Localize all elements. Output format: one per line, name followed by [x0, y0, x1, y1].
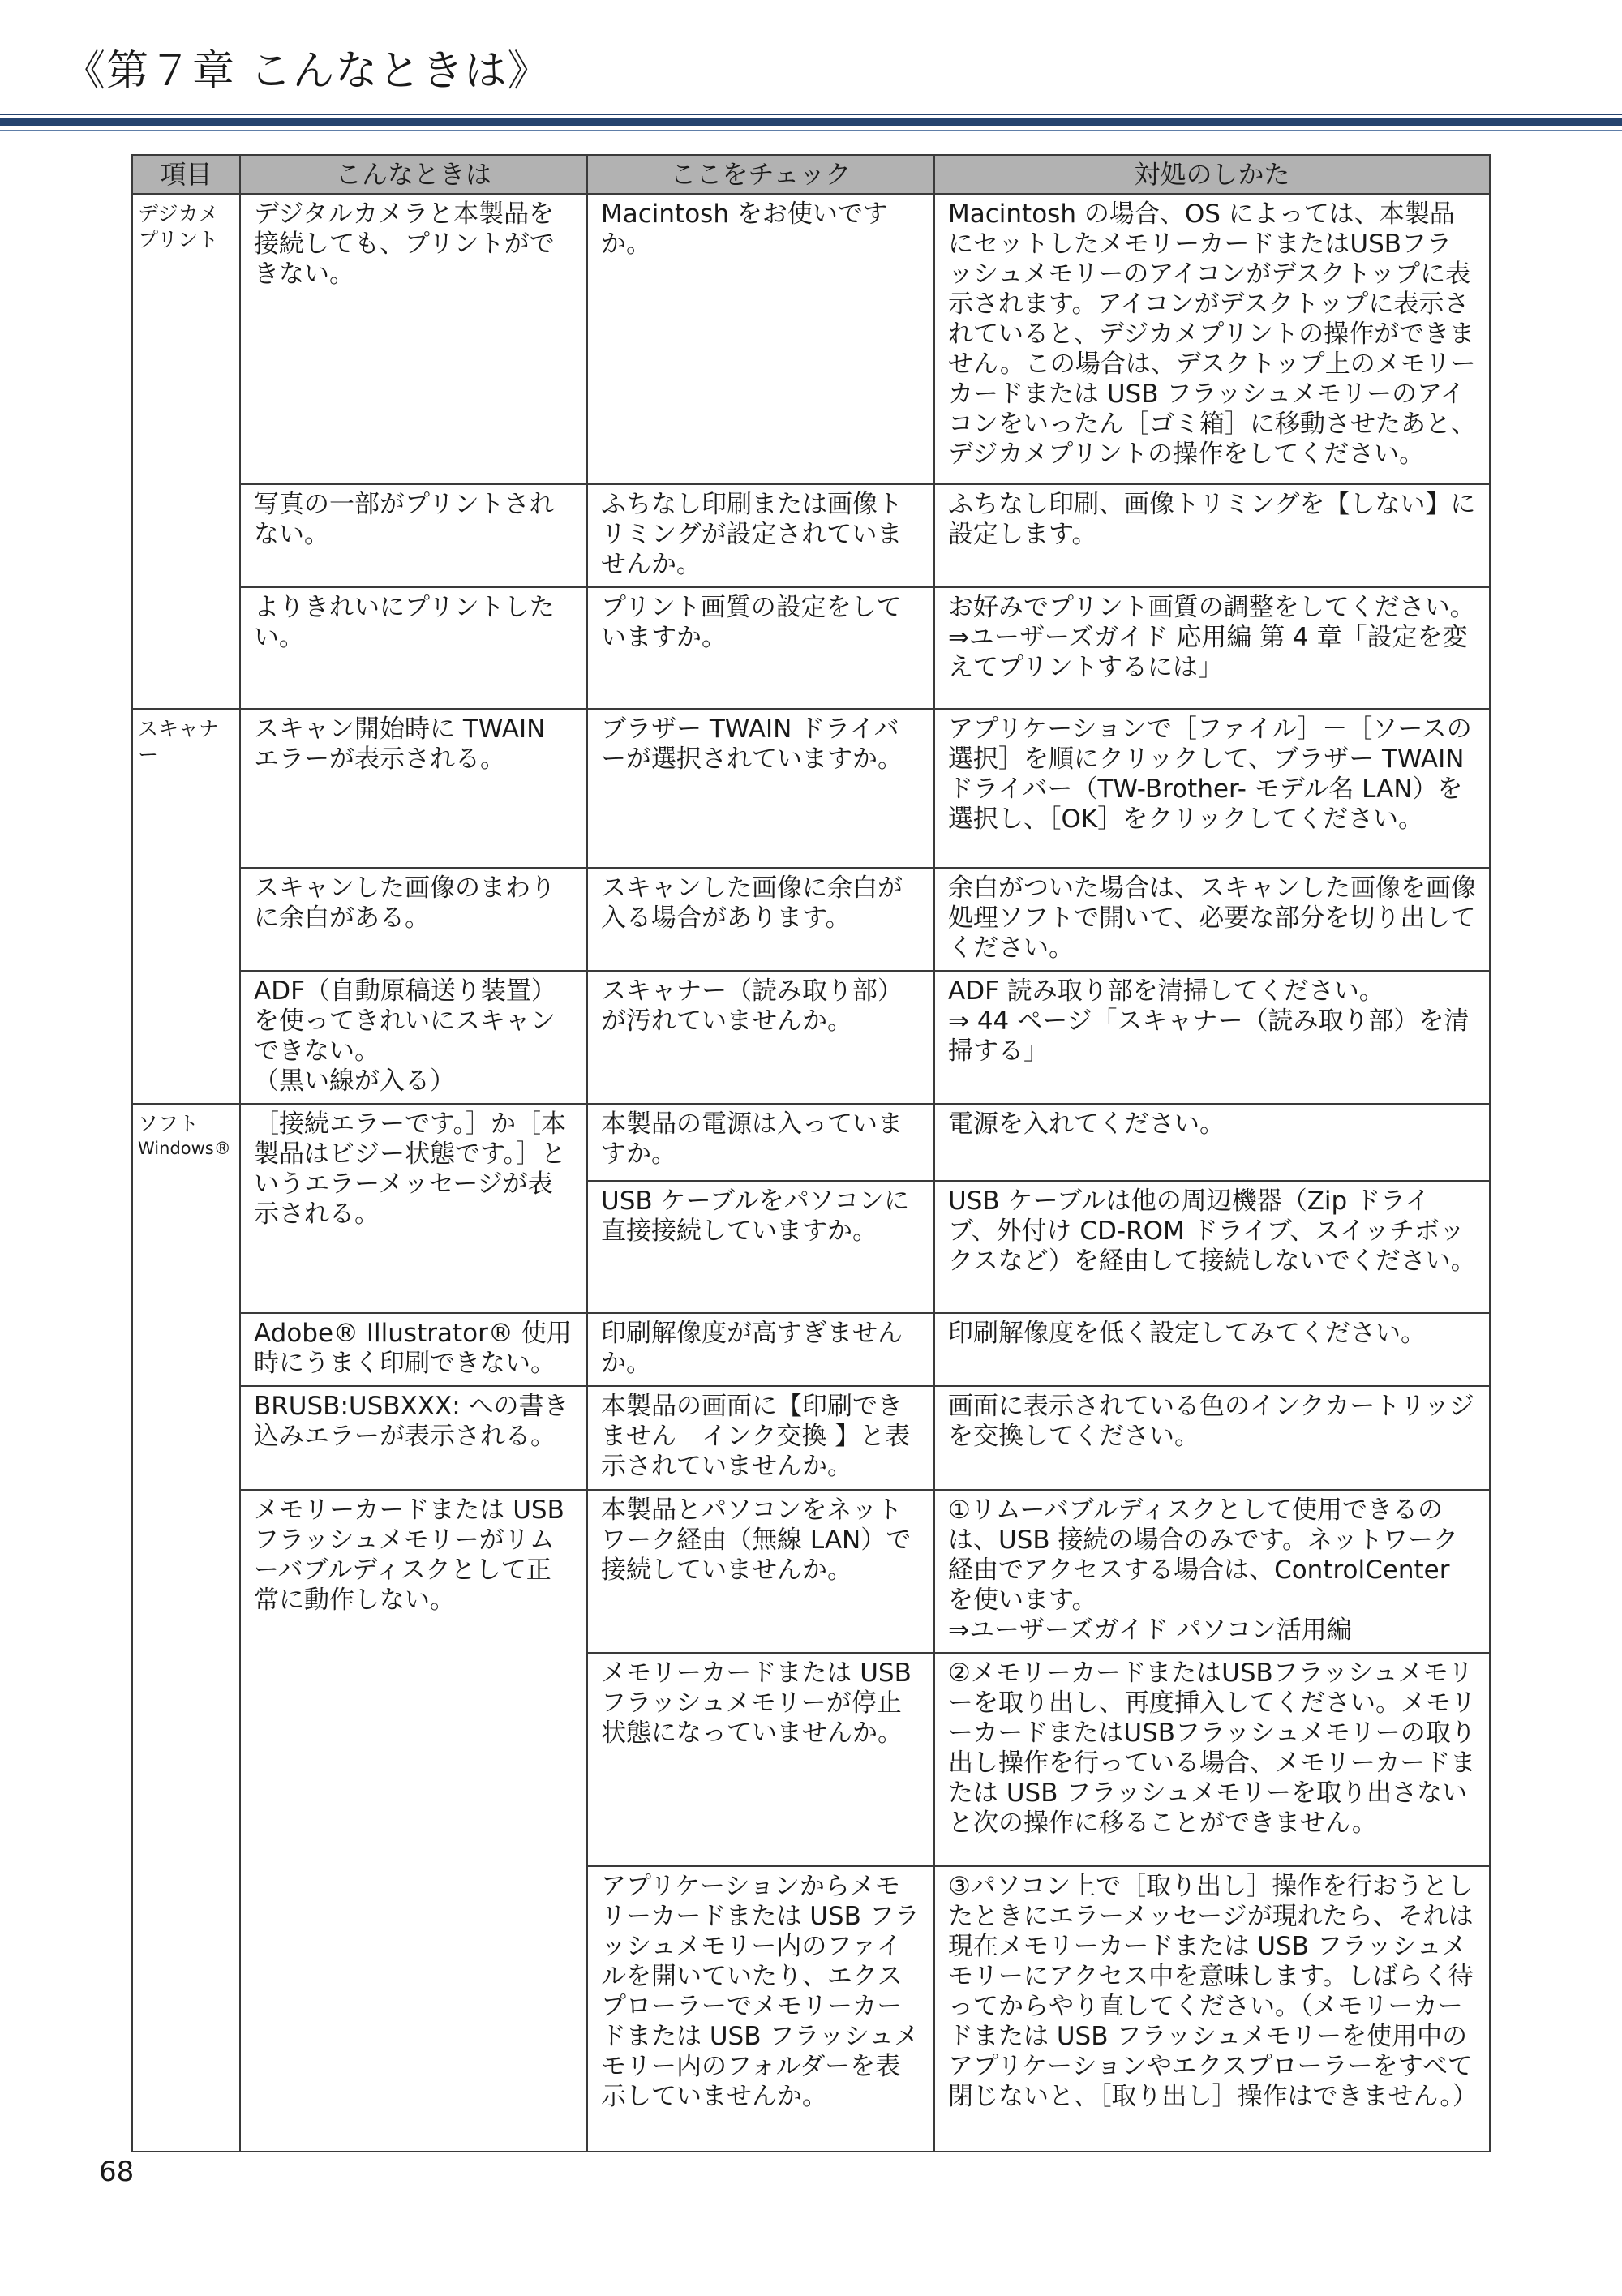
- check-text: Macintosh をお使いですか。: [601, 200, 888, 259]
- problem-text: BRUSB:USBXXX: への書き込みエラーが表示される。: [254, 1392, 569, 1451]
- category-cell: [132, 194, 240, 709]
- check-text: ブラザー TWAIN ドライバーが選択されていますか。: [601, 715, 903, 774]
- solution-text: ②メモリーカードまたはUSBフラッシュメモリーを取り出し、再度挿入してください。メモリーカードまたはUSBフラッシュメモリーの取り出し操作を行っている場合、メモリーカードまたは USB フラッシュメモリーを取り出さないと次の操作に移ることができません。: [948, 1659, 1476, 1838]
- problem-text: ［接続エラーです。］か［本製品はビジー状態です。］というエラーメッセージが表示される。: [254, 1109, 567, 1229]
- check-cell: [587, 709, 934, 868]
- problem-cell: [240, 1490, 587, 2152]
- table-row: [132, 194, 1490, 484]
- solution-cell: [934, 709, 1490, 868]
- chapter-title: 《第７章 こんなときは》: [63, 47, 551, 96]
- table-row: [132, 1104, 1490, 1181]
- solution-text: 電源を入れてください。: [948, 1109, 1225, 1139]
- problem-cell: [240, 1104, 587, 1313]
- solution-cell: [934, 1490, 1490, 1653]
- solution-cell: [934, 1181, 1490, 1313]
- check-text: 印刷解像度が高すぎませんか。: [601, 1319, 903, 1378]
- problem-text: メモリーカードまたは USB フラッシュメモリーがリムーバブルディスクとして正常に動作しない。: [254, 1496, 564, 1615]
- solution-text: 画面に表示されている色のインクカートリッジを交換してください。: [948, 1392, 1475, 1451]
- column-header-solution: 対処のしかた: [934, 155, 1490, 194]
- check-text: アプリケーションからメモリーカードまたは USB フラッシュメモリー内のファイルを開いていたり、エクスプローラーでメモリーカードまたは USB フラッシュメモリー内のフォルダーを表示していませんか。: [601, 1872, 920, 2111]
- check-cell: [587, 484, 934, 587]
- check-cell: [587, 1313, 934, 1386]
- problem-cell: [240, 484, 587, 587]
- problem-cell: [240, 868, 587, 971]
- troubleshooting-table: [131, 154, 1491, 2152]
- solution-text: ③パソコン上で［取り出し］操作を行おうとしたときにエラーメッセージが現れたら、それは現在メモリーカードまたは USB フラッシュメモリーにアクセス中を意味します。しばらく待ってからやり直してください。（メモリーカードまたは USB フラッシュメモリーを使用中のアプリケーションやエクスプローラーをすべて閉じないと、［取り出し］操作はできません。）: [948, 1872, 1478, 2111]
- table-row: [132, 1490, 1490, 1653]
- table-row: [132, 587, 1490, 709]
- table-row: [132, 484, 1490, 587]
- problem-cell: [240, 1386, 587, 1490]
- check-cell: [587, 868, 934, 971]
- column-header-item: 項目: [132, 155, 240, 194]
- check-text: ふちなし印刷または画像トリミングが設定されていませんか。: [601, 490, 903, 579]
- solution-cell: [934, 1866, 1490, 2152]
- problem-text: デジタルカメラと本製品を接続しても、プリントができない。: [254, 200, 555, 289]
- solution-cell: [934, 868, 1490, 971]
- solution-text: USB ケーブルは他の周辺機器（Zip ドライブ、外付け CD-ROM ドライブ、スイッチボックスなど）を経由して接続しないでください。: [948, 1187, 1476, 1276]
- check-text: メモリーカードまたは USB フラッシュメモリーが停止状態になっていませんか。: [601, 1659, 912, 1748]
- solution-text: Macintosh の場合、OS によっては、本製品にセットしたメモリーカードまたはUSBフラッシュメモリーのアイコンがデスクトップに表示されます。アイコンがデスクトップに表示されていると、デジカメプリントの操作ができません。この場合は、デスクトップ上のメモリーカードまたは USB フラッシュメモリーのアイコンをいったん［ゴミ箱］に移動させたあと、デジカメプリントの操作をしてください。: [948, 200, 1476, 469]
- header-rule-bottom: [0, 130, 1622, 131]
- page-number: 68: [99, 2156, 135, 2188]
- column-header-problem: こんなときは: [240, 155, 587, 194]
- check-cell: [587, 587, 934, 709]
- check-cell: [587, 194, 934, 484]
- solution-cell: [934, 1104, 1490, 1181]
- header-rule: [0, 118, 1622, 126]
- check-text: USB ケーブルをパソコンに直接接続していますか。: [601, 1187, 910, 1246]
- solution-cell: [934, 971, 1490, 1104]
- page-header: [63, 45, 551, 97]
- solution-text: ふちなし印刷、画像トリミングを【しない】に設定します。: [948, 490, 1476, 549]
- solution-cell: [934, 1386, 1490, 1490]
- check-text: プリント画質の設定をしていますか。: [601, 593, 902, 652]
- check-cell: [587, 1866, 934, 2152]
- column-header-check: ここをチェック: [587, 155, 934, 194]
- solution-cell: [934, 587, 1490, 709]
- solution-text: ①リムーバブルディスクとして使用できるのは、USB 接続の場合のみです。ネットワーク経由でアクセスする場合は、ControlCenter を使います。 ⇒ユーザーズガイド パソコン活用編: [948, 1496, 1459, 1645]
- category-label: ソフト: [138, 1112, 200, 1135]
- solution-cell: [934, 484, 1490, 587]
- table-row: [132, 709, 1490, 868]
- category-cell: [132, 709, 240, 1104]
- check-cell: [587, 971, 934, 1104]
- solution-cell: [934, 1653, 1490, 1866]
- category-label: デジカメ プリント: [138, 202, 219, 251]
- problem-text: Adobe® Illustrator® 使用時にうまく印刷できない。: [254, 1319, 572, 1378]
- problem-cell: [240, 587, 587, 709]
- check-text: 本製品とパソコンをネットワーク経由（無線 LAN）で接続していませんか。: [601, 1496, 912, 1585]
- problem-text: ADF（自動原稿送り装置）を使ってきれいにスキャンできない。 （黒い線が入る）: [254, 976, 556, 1096]
- header-rule-top: [0, 114, 1622, 115]
- solution-text: お好みでプリント画質の調整をしてください。 ⇒ユーザーズガイド 応用編 第 4 章「設定を変えてプリントするには」: [948, 593, 1475, 682]
- check-text: 本製品の電源は入っていますか。: [601, 1109, 903, 1169]
- check-cell: [587, 1104, 934, 1181]
- solution-text: 余白がついた場合は、スキャンした画像を画像処理ソフトで開いて、必要な部分を切り出してください。: [948, 873, 1476, 963]
- table-row: [132, 1313, 1490, 1386]
- problem-cell: [240, 1313, 587, 1386]
- table-row: [132, 1386, 1490, 1490]
- table-header-row: [132, 155, 1490, 194]
- category-cell: [132, 1104, 240, 2152]
- solution-text: アプリケーションで［ファイル］－［ソースの選択］を順にクリックして、ブラザー TWAIN ドライバー（TW-Brother- モデル名 LAN）を選択し、［OK］をクリックしてください。: [948, 715, 1472, 834]
- problem-cell: [240, 971, 587, 1104]
- problem-cell: [240, 194, 587, 484]
- check-text: スキャンした画像に余白が入る場合があります。: [601, 873, 903, 933]
- problem-text: 写真の一部がプリントされない。: [254, 490, 555, 549]
- solution-cell: [934, 1313, 1490, 1386]
- problem-text: よりきれいにプリントしたい。: [254, 593, 555, 652]
- solution-cell: [934, 194, 1490, 484]
- check-text: スキャナー（読み取り部）が汚れていませんか。: [601, 976, 903, 1036]
- solution-text: ADF 読み取り部を清掃してください。 ⇒ 44 ページ「スキャナー（読み取り部）を清掃する」: [948, 976, 1470, 1066]
- solution-text: 印刷解像度を低く設定してみてください。: [948, 1319, 1426, 1348]
- table-row: [132, 868, 1490, 971]
- problem-cell: [240, 709, 587, 868]
- problem-text: スキャンした画像のまわりに余白がある。: [254, 873, 556, 933]
- check-cell: [587, 1181, 934, 1313]
- check-cell: [587, 1490, 934, 1653]
- check-cell: [587, 1653, 934, 1866]
- category-label: スキャナー: [138, 717, 220, 766]
- table-row: [132, 971, 1490, 1104]
- check-cell: [587, 1386, 934, 1490]
- problem-text: スキャン開始時に TWAIN エラーが表示される。: [254, 715, 546, 774]
- check-text: 本製品の画面に【印刷できません インク交換 】と表示されていませんか。: [601, 1392, 911, 1481]
- category-sublabel: Windows®: [138, 1139, 231, 1158]
